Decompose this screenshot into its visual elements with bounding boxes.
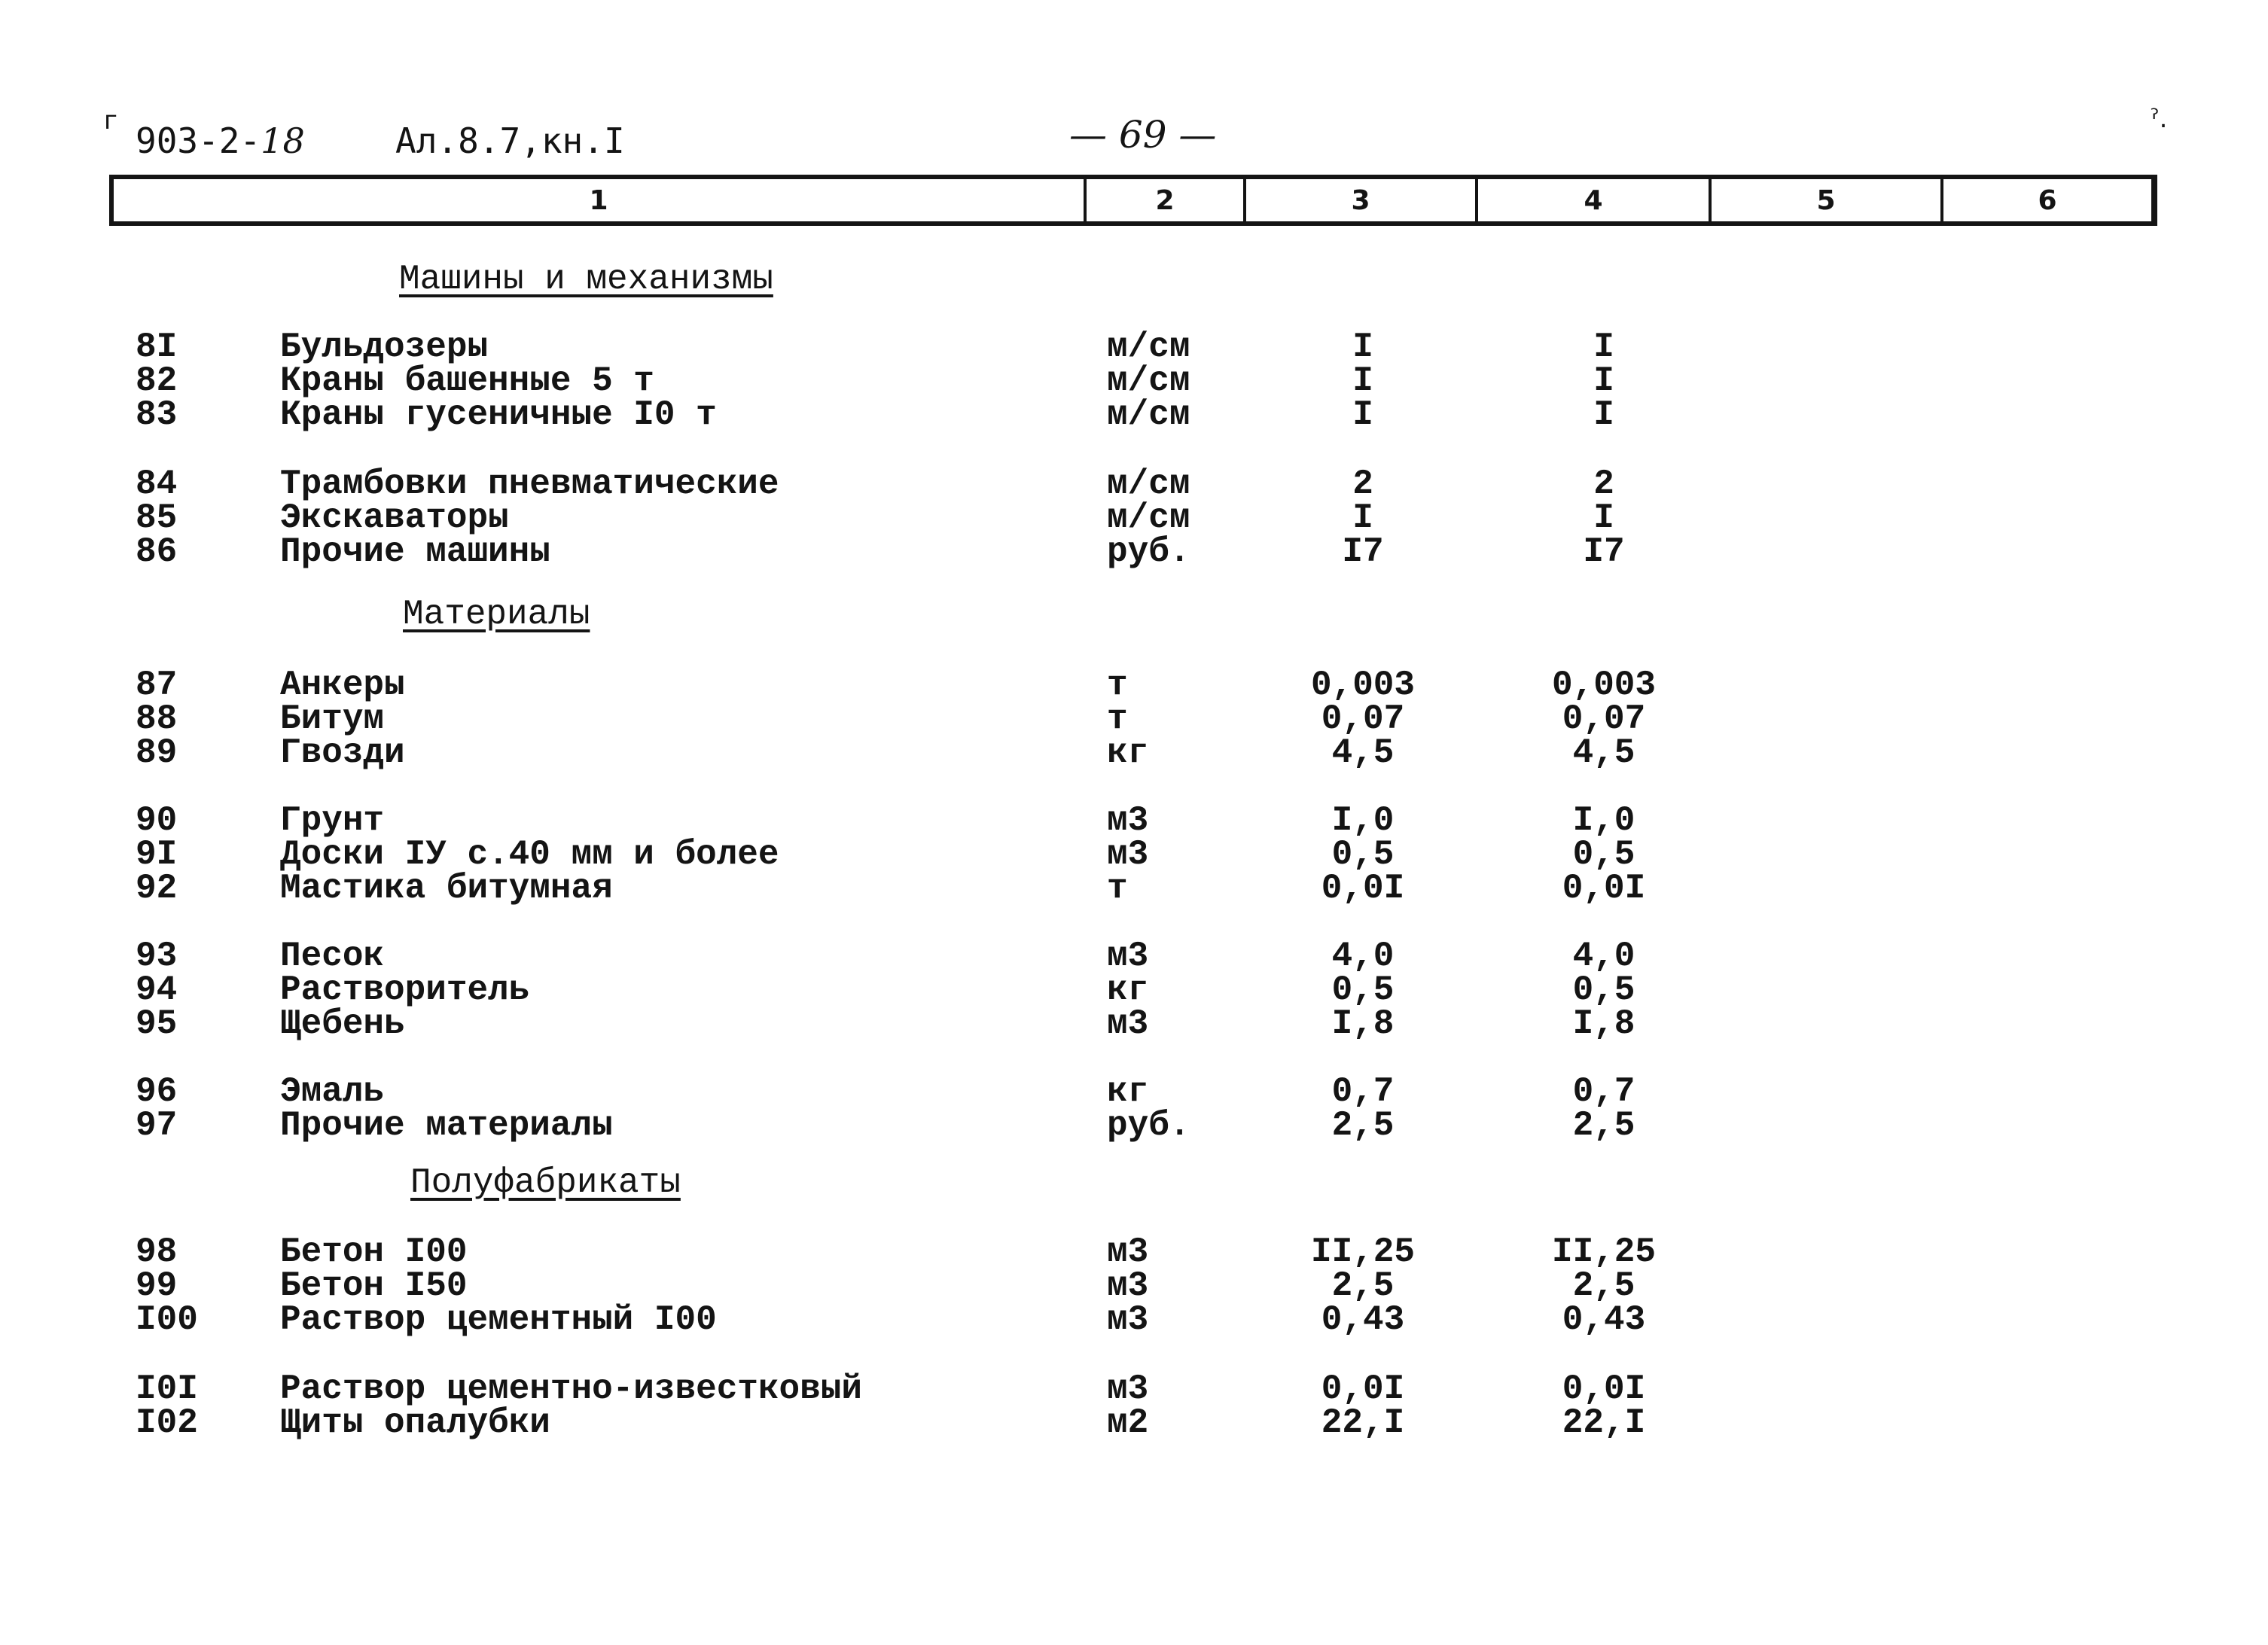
table-row <box>0 1232 2268 1272</box>
document-code-tail: 18 <box>261 120 305 161</box>
value-col-3: 0,43 <box>1321 1300 1405 1339</box>
unit-of-measure: кг <box>1107 1072 1149 1111</box>
value-col-4: I <box>1593 498 1614 538</box>
unit-of-measure: м/см <box>1107 395 1190 434</box>
unit-of-measure: т <box>1107 699 1128 739</box>
value-col-4: 2,5 <box>1572 1106 1635 1145</box>
value-col-3: II,25 <box>1310 1232 1416 1272</box>
corner-mark-left: г <box>104 105 117 136</box>
page-number: — 69 — <box>1069 113 1217 157</box>
document-code-main: 903-2- <box>136 120 261 161</box>
table-row <box>0 1302 2268 1337</box>
value-col-4: 0,0I <box>1562 1369 1646 1409</box>
value-col-3: 22,I <box>1321 1403 1405 1442</box>
row-number: 93 <box>136 937 178 976</box>
row-number: 9I <box>136 835 178 874</box>
value-col-4: 0,003 <box>1551 666 1657 705</box>
row-number: I00 <box>136 1300 198 1339</box>
table-row <box>0 327 2268 367</box>
section-heading: Машины и механизмы <box>399 260 773 299</box>
value-col-4: II,25 <box>1551 1232 1657 1272</box>
value-col-3: 2 <box>1352 465 1373 504</box>
unit-of-measure: м3 <box>1107 1266 1149 1305</box>
row-number: 89 <box>136 733 178 772</box>
value-col-3: I <box>1352 327 1373 367</box>
item-name: Экскаваторы <box>280 498 509 538</box>
section-heading: Материалы <box>403 595 590 634</box>
row-number: 83 <box>136 395 178 434</box>
value-col-3: I <box>1352 361 1373 401</box>
item-name: Щиты опалубки <box>280 1403 550 1442</box>
row-number: 88 <box>136 699 178 739</box>
row-number: 92 <box>136 869 178 908</box>
table-row <box>0 666 2268 705</box>
table-row <box>0 361 2268 401</box>
item-name: Раствор цементно-известковый <box>280 1369 862 1409</box>
unit-of-measure: м/см <box>1107 327 1190 367</box>
value-col-4: I,8 <box>1572 1004 1635 1043</box>
unit-of-measure: т <box>1107 869 1128 908</box>
column-header-strip <box>109 175 2157 226</box>
item-name: Бетон I00 <box>280 1232 468 1272</box>
item-name: Грунт <box>280 801 385 840</box>
table-row <box>0 1369 2268 1409</box>
value-col-3: 0,7 <box>1331 1072 1395 1111</box>
item-name: Прочие материалы <box>280 1106 613 1145</box>
value-col-4: I,0 <box>1572 801 1635 840</box>
value-col-3: 4,5 <box>1331 733 1395 772</box>
column-header-2: 2 <box>1087 179 1246 221</box>
value-col-3: 0,5 <box>1331 835 1395 874</box>
item-name: Прочие машины <box>280 532 550 571</box>
item-name: Мастика битумная <box>280 869 613 908</box>
unit-of-measure: м/см <box>1107 361 1190 401</box>
row-number: 98 <box>136 1232 178 1272</box>
value-col-3: 2,5 <box>1331 1106 1395 1145</box>
row-number: 82 <box>136 361 178 401</box>
row-number: 94 <box>136 970 178 1010</box>
value-col-3: I <box>1352 498 1373 538</box>
table-row <box>0 1108 2268 1143</box>
table-row <box>0 1266 2268 1305</box>
value-col-3: I <box>1352 395 1373 434</box>
unit-of-measure: м3 <box>1107 1369 1149 1409</box>
item-name: Гвозди <box>280 733 405 772</box>
value-col-4: I <box>1593 395 1614 434</box>
value-col-4: 0,0I <box>1562 869 1646 908</box>
unit-of-measure: руб. <box>1107 532 1190 571</box>
value-col-3: I7 <box>1342 532 1384 571</box>
item-name: Анкеры <box>280 666 405 705</box>
table-row <box>0 970 2268 1010</box>
table-row <box>0 837 2268 872</box>
value-col-4: 0,5 <box>1572 835 1635 874</box>
value-col-4: I <box>1593 361 1614 401</box>
corner-mark-right: ˀ. <box>2150 104 2168 134</box>
value-col-4: I <box>1593 327 1614 367</box>
value-col-3: 0,003 <box>1310 666 1416 705</box>
value-col-4: 4,5 <box>1572 733 1635 772</box>
unit-of-measure: м3 <box>1107 801 1149 840</box>
table-row <box>0 498 2268 538</box>
item-name: Трамбовки пневматические <box>280 465 779 504</box>
row-number: I02 <box>136 1403 198 1442</box>
album-reference: Ал.8.7,кн.I <box>395 120 625 161</box>
value-col-3: 2,5 <box>1331 1266 1395 1305</box>
unit-of-measure: м/см <box>1107 498 1190 538</box>
row-number: 99 <box>136 1266 178 1305</box>
row-number: 87 <box>136 666 178 705</box>
value-col-3: I,0 <box>1331 801 1395 840</box>
column-header-6: 6 <box>2038 184 2057 216</box>
unit-of-measure: м2 <box>1107 1403 1149 1442</box>
unit-of-measure: кг <box>1107 970 1149 1010</box>
item-name: Бетон I50 <box>280 1266 468 1305</box>
value-col-3: 0,0I <box>1321 1369 1405 1409</box>
value-col-4: 4,0 <box>1572 937 1635 976</box>
value-col-3: I,8 <box>1331 1004 1395 1043</box>
value-col-3: 4,0 <box>1331 937 1395 976</box>
unit-of-measure: т <box>1107 666 1128 705</box>
item-name: Песок <box>280 937 385 976</box>
value-col-4: 22,I <box>1562 1403 1646 1442</box>
table-row <box>0 699 2268 739</box>
row-number: 95 <box>136 1004 178 1043</box>
row-number: 86 <box>136 532 178 571</box>
row-number: 85 <box>136 498 178 538</box>
item-name: Доски IУ с.40 мм и более <box>280 835 779 874</box>
unit-of-measure: руб. <box>1107 1106 1190 1145</box>
value-col-4: I7 <box>1583 532 1625 571</box>
value-col-3: 0,07 <box>1321 699 1405 739</box>
value-col-3: 0,5 <box>1331 970 1395 1010</box>
table-row <box>0 1074 2268 1109</box>
table-row <box>0 733 2268 772</box>
unit-of-measure: м3 <box>1107 835 1149 874</box>
unit-of-measure: м3 <box>1107 1004 1149 1043</box>
table-row <box>0 1403 2268 1442</box>
item-name: Краны башенные 5 т <box>280 361 654 401</box>
column-header-4: 4 <box>1478 179 1712 221</box>
column-header-5: 5 <box>1712 179 1943 221</box>
item-name: Бульдозеры <box>280 327 489 367</box>
table-row <box>0 1004 2268 1043</box>
row-number: I0I <box>136 1369 198 1409</box>
table-row <box>0 871 2268 906</box>
item-name: Щебень <box>280 1004 405 1043</box>
row-number: 84 <box>136 465 178 504</box>
item-name: Раствор цементный I00 <box>280 1300 717 1339</box>
value-col-4: 2,5 <box>1572 1266 1635 1305</box>
value-col-4: 0,5 <box>1572 970 1635 1010</box>
item-name: Краны гусеничные I0 т <box>280 395 717 434</box>
table-row <box>0 465 2268 504</box>
value-col-4: 0,43 <box>1562 1300 1646 1339</box>
unit-of-measure: м3 <box>1107 937 1149 976</box>
table-row <box>0 395 2268 434</box>
document-code <box>136 120 305 161</box>
value-col-3: 0,0I <box>1321 869 1405 908</box>
value-col-4: 0,07 <box>1562 699 1646 739</box>
table-row <box>0 532 2268 571</box>
value-col-4: 0,7 <box>1572 1072 1635 1111</box>
column-header-1: 1 <box>114 179 1087 221</box>
unit-of-measure: м3 <box>1107 1232 1149 1272</box>
item-name: Эмаль <box>280 1072 385 1111</box>
column-header-3: 3 <box>1246 179 1478 221</box>
row-number: 96 <box>136 1072 178 1111</box>
row-number: 90 <box>136 801 178 840</box>
table-row <box>0 937 2268 976</box>
unit-of-measure: м3 <box>1107 1300 1149 1339</box>
row-number: 97 <box>136 1106 178 1145</box>
value-col-4: 2 <box>1593 465 1614 504</box>
table-row <box>0 803 2268 838</box>
unit-of-measure: кг <box>1107 733 1149 772</box>
section-heading: Полуфабрикаты <box>410 1163 681 1202</box>
unit-of-measure: м/см <box>1107 465 1190 504</box>
item-name: Битум <box>280 699 385 739</box>
item-name: Растворитель <box>280 970 530 1010</box>
row-number: 8I <box>136 327 178 367</box>
